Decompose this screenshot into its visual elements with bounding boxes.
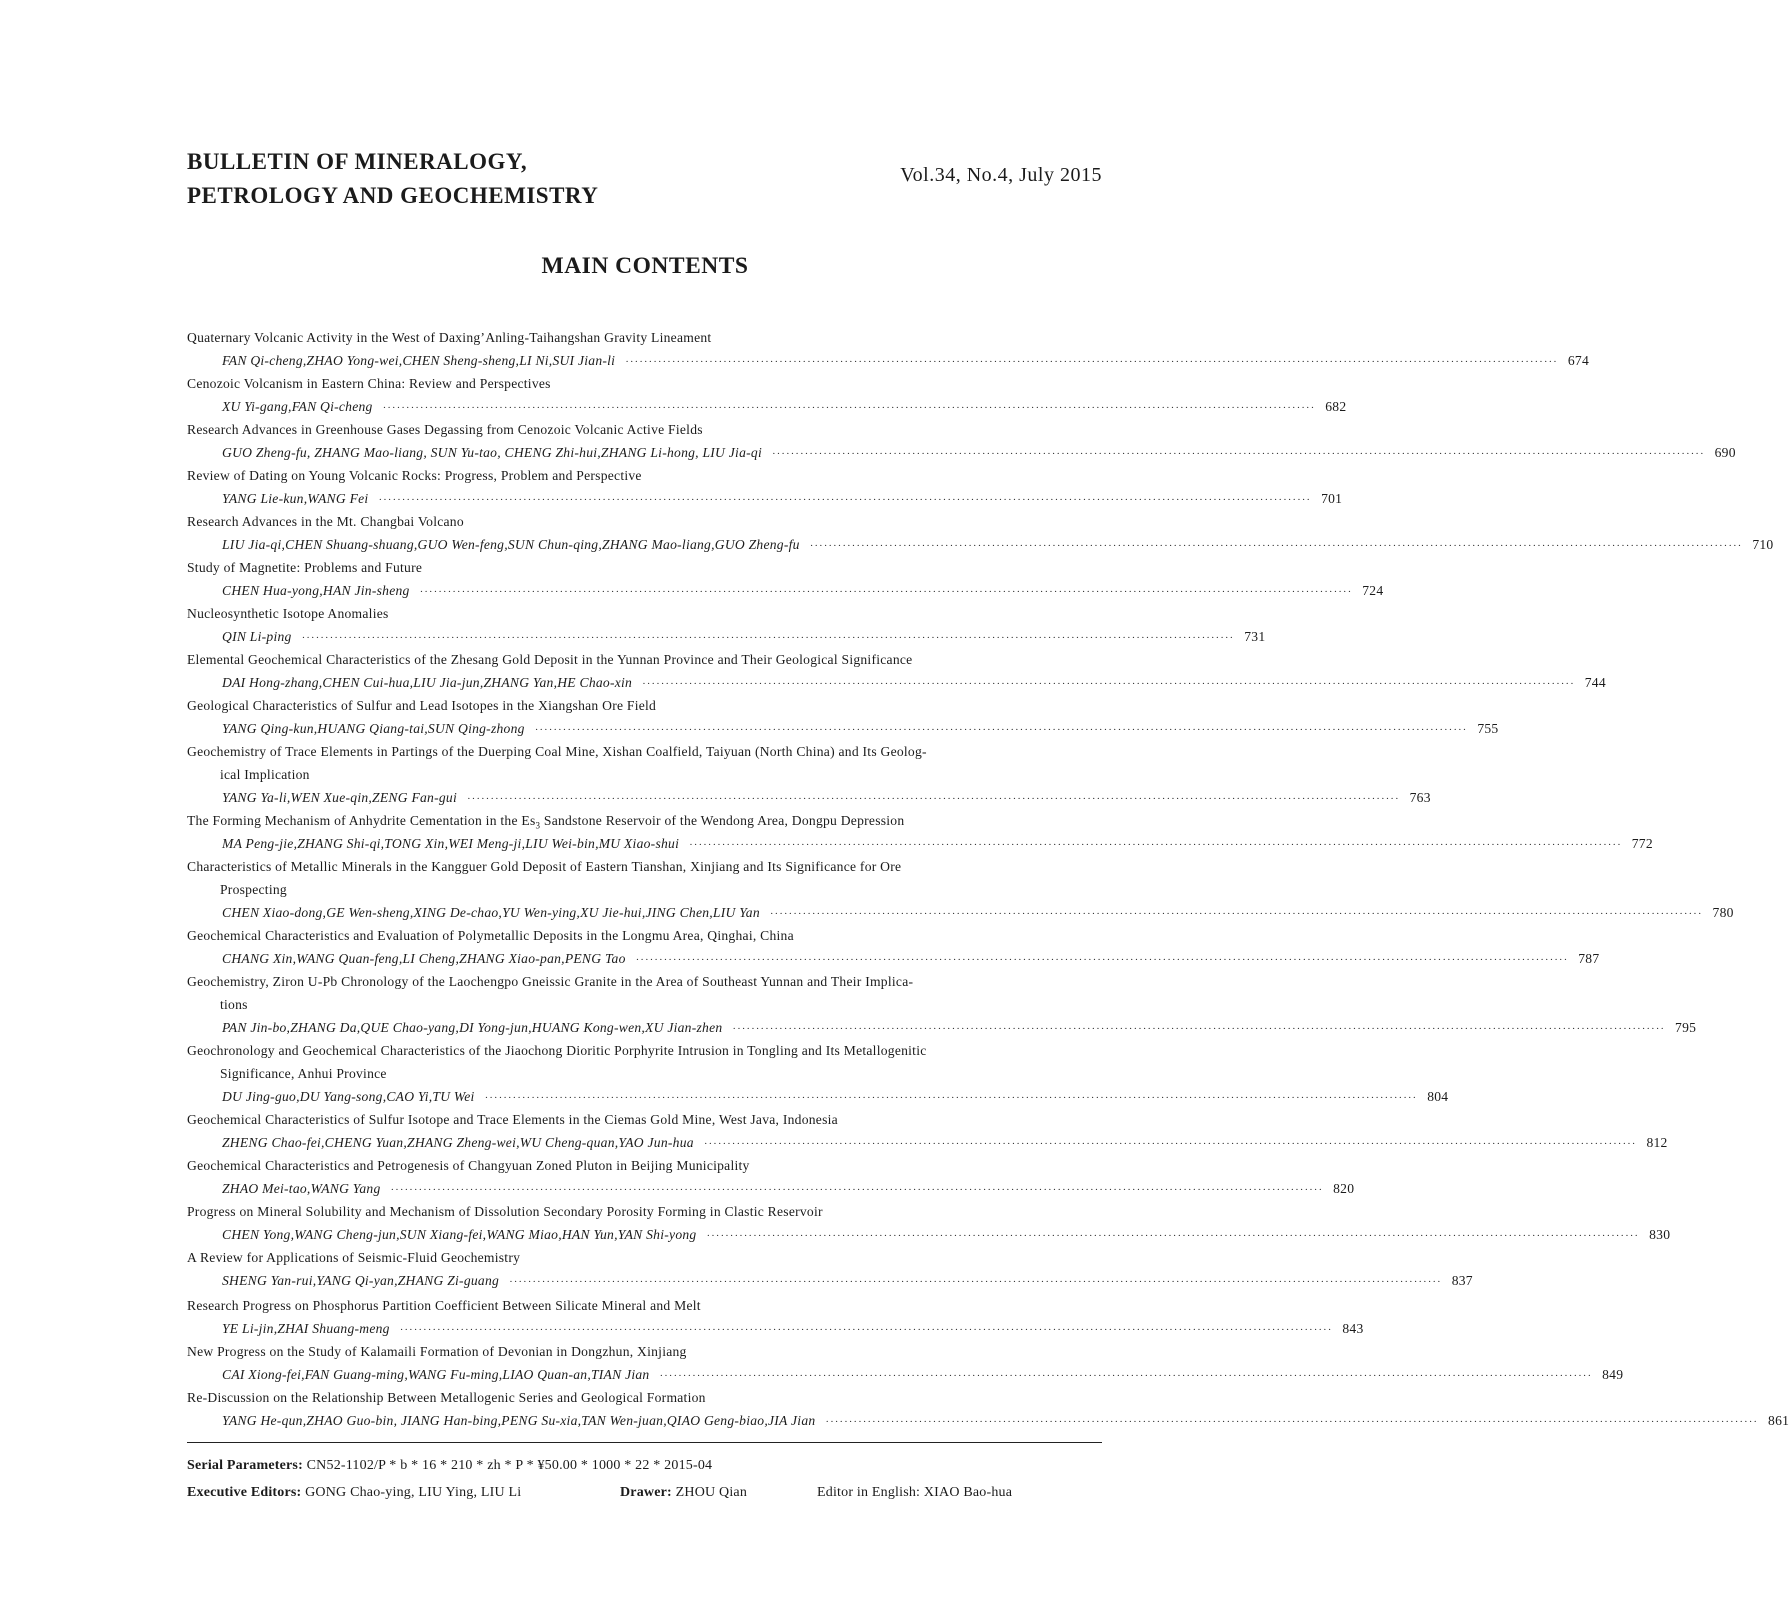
toc-entry-page-number: 837: [1451, 1273, 1473, 1288]
toc-entry-page-number: 787: [1578, 951, 1600, 966]
toc-entry-author-row: [187, 1016, 1697, 1039]
toc-entry-page-number: 763: [1409, 790, 1431, 805]
toc-entry-page-number: 772: [1631, 836, 1653, 851]
dot-leader: ········································································································································································································: [484, 1092, 1418, 1104]
serial-parameters: [187, 1458, 712, 1474]
toc-entry: [187, 648, 1606, 694]
toc-entry-title: Geochemical Characteristics of Sulfur Isotope and Trace Elements in the Ciemas Gold Mine, West Java, Indonesia: [187, 1112, 838, 1127]
toc-entry-page-number: 744: [1584, 675, 1606, 690]
toc-entry: [187, 1039, 1449, 1108]
dot-leader: ········································································································································································································: [382, 402, 1316, 414]
toc-entry-title: Geochronology and Geochemical Characteristics of the Jiaochong Dioritic Porphyrite Intrusion in Tongling and Its Metallogenitic: [187, 1043, 927, 1058]
toc-entry-page-number: 755: [1477, 721, 1499, 736]
toc-entry-title-subscript: 3: [535, 820, 541, 831]
toc-entry: [187, 970, 1697, 1039]
toc-entry-page-number: 690: [1714, 445, 1736, 460]
toc-entry-page-number: 804: [1427, 1089, 1449, 1104]
toc-entry-title-continuation: Significance, Anhui Province: [220, 1066, 387, 1081]
toc-entry-page-number: 710: [1752, 537, 1774, 552]
toc-entry-authors: DU Jing-guo,DU Yang-song,CAO Yi,TU Wei: [222, 1089, 475, 1104]
toc-entry-title: Study of Magnetite: Problems and Future: [187, 560, 423, 575]
table-of-contents: [187, 326, 1789, 1432]
toc-entry-title-part: The Forming Mechanism of Anhydrite Cementation in the Es: [187, 813, 536, 828]
toc-entry: [187, 1200, 1671, 1246]
toc-entry-title: Research Advances in Greenhouse Gases Degassing from Cenozoic Volcanic Active Fields: [187, 422, 703, 437]
toc-entry-page-number: 830: [1649, 1227, 1671, 1242]
dot-leader: ········································································································································································································: [642, 678, 1575, 690]
dot-leader: ········································································································································································································: [659, 1370, 1593, 1382]
toc-entry-author-row: [187, 901, 1734, 924]
toc-entry-author-row: [187, 832, 1653, 855]
dot-leader: ········································································································································································································: [625, 356, 1558, 368]
toc-entry-title: Geological Characteristics of Sulfur and Lead Isotopes in the Xiangshan Ore Field: [187, 698, 657, 713]
toc-entry-page-number: 682: [1325, 399, 1347, 414]
drawer-label: Drawer:: [620, 1485, 672, 1500]
toc-entry-title: [187, 809, 1102, 832]
toc-entry-author-row: [187, 1223, 1671, 1246]
toc-entry-author-row: [187, 671, 1606, 694]
toc-entry-title-continuation: Prospecting: [220, 882, 287, 897]
issue-info: Vol.34, No.4, July 2015: [900, 164, 1102, 186]
toc-entry: [187, 510, 1774, 556]
toc-entry-authors: ZHENG Chao-fei,CHENG Yuan,ZHANG Zheng-wei,WU Cheng-quan,YAO Jun-hua: [222, 1135, 694, 1150]
toc-entry-authors: YANG Qing-kun,HUANG Qiang-tai,SUN Qing-zhong: [222, 721, 525, 736]
toc-entry-page-number: 843: [1342, 1321, 1364, 1336]
toc-entry-title: Re-Discussion on the Relationship Between Metallogenic Series and Geological Formation: [187, 1390, 706, 1405]
toc-entry-title: Nucleosynthetic Isotope Anomalies: [187, 606, 389, 621]
toc-entry-authors: XU Yi-gang,FAN Qi-cheng: [222, 399, 373, 414]
toc-entry: [187, 602, 1266, 648]
dot-leader: ········································································································································································································: [534, 724, 1468, 736]
dot-leader: ········································································································································································································: [732, 1023, 1666, 1035]
toc-entry-authors: CHEN Hua-yong,HAN Jin-sheng: [222, 583, 410, 598]
toc-entry-page-number: 731: [1244, 629, 1266, 644]
toc-entry: [187, 418, 1736, 464]
dot-leader: ········································································································································································································: [301, 632, 1235, 644]
toc-entry-authors: YANG Ya-li,WEN Xue-qin,ZENG Fan-gui: [222, 790, 457, 805]
toc-entry-page-number: 795: [1675, 1020, 1697, 1035]
toc-entry-authors: MA Peng-jie,ZHANG Shi-qi,TONG Xin,WEI Meng-ji,LIU Wei-bin,MU Xiao-shui: [222, 836, 680, 851]
footer-divider: [187, 1442, 1102, 1443]
toc-entry-title: Progress on Mineral Solubility and Mechanism of Dissolution Secondary Porosity Forming in Clastic Reservoir: [187, 1204, 823, 1219]
toc-entry-author-row: [187, 441, 1736, 464]
toc-entry-authors: DAI Hong-zhang,CHEN Cui-hua,LIU Jia-jun,ZHANG Yan,HE Chao-xin: [222, 675, 633, 690]
toc-entry-page-number: 812: [1646, 1135, 1668, 1150]
toc-entry: [187, 556, 1384, 602]
dot-leader: ········································································································································································································: [703, 1138, 1637, 1150]
toc-entry: [187, 1340, 1624, 1386]
toc-entry-page-number: 724: [1362, 583, 1384, 598]
toc-entry: [187, 1108, 1668, 1154]
toc-entry-title: Geochemistry, Ziron U-Pb Chronology of the Laochengpo Gneissic Granite in the Area of Southeast Yunnan and Their Implica-: [187, 974, 914, 989]
journal-title-line-2: PETROLOGY AND GEOCHEMISTRY: [187, 183, 599, 208]
toc-entry-title: Geochemical Characteristics and Petrogenesis of Changyuan Zoned Pluton in Beijing Municipality: [187, 1158, 750, 1173]
toc-entry-title: Elemental Geochemical Characteristics of the Zhesang Gold Deposit in the Yunnan Province and Their Geological Significance: [187, 652, 913, 667]
toc-entry-authors: PAN Jin-bo,ZHANG Da,QUE Chao-yang,DI Yong-jun,HUANG Kong-wen,XU Jian-zhen: [222, 1020, 723, 1035]
toc-entry-author-row: [187, 1085, 1449, 1108]
toc-entry-author-row: [187, 487, 1343, 510]
toc-entry-page-number: 701: [1321, 491, 1343, 506]
toc-entry-authors: CHANG Xin,WANG Quan-feng,LI Cheng,ZHANG Xiao-pan,PENG Tao: [222, 951, 626, 966]
toc-entry-title: Research Advances in the Mt. Changbai Volcano: [187, 514, 464, 529]
toc-entry-title: Quaternary Volcanic Activity in the West of Daxing’Anling-Taihangshan Gravity Lineament: [187, 330, 712, 345]
dot-leader: ········································································································································································································: [390, 1184, 1324, 1196]
toc-entry-page-number: 861: [1768, 1413, 1789, 1428]
toc-entry-author-row: [187, 533, 1774, 556]
toc-entry-author-row: [187, 717, 1499, 740]
executive-editors-value: GONG Chao-ying, LIU Ying, LIU Li: [305, 1485, 522, 1500]
toc-entry: [187, 924, 1600, 970]
toc-entry: [187, 464, 1343, 510]
toc-entry-authors: LIU Jia-qi,CHEN Shuang-shuang,GUO Wen-feng,SUN Chun-qing,ZHANG Mao-liang,GUO Zheng-fu: [222, 537, 800, 552]
toc-entry-title: Review of Dating on Young Volcanic Rocks: Progress, Problem and Perspective: [187, 468, 642, 483]
main-contents-heading: MAIN CONTENTS: [541, 253, 749, 279]
dot-leader: ········································································································································································································: [635, 954, 1569, 966]
toc-entry-author-row: [187, 579, 1384, 602]
dot-leader: ········································································································································································································: [809, 540, 1743, 552]
toc-entry-authors: QIN Li-ping: [222, 629, 292, 644]
dot-leader: ········································································································································································································: [771, 448, 1705, 460]
toc-entry-title-part: Sandstone Reservoir of the Wendong Area, Dongpu Depression: [540, 813, 905, 828]
toc-entry-page-number: 780: [1712, 905, 1734, 920]
journal-title: [187, 145, 598, 213]
toc-entry-page-number: 849: [1602, 1367, 1624, 1382]
dot-leader: ········································································································································································································: [467, 793, 1400, 805]
toc-entry-author-row: [187, 947, 1600, 970]
executive-editors-label: Executive Editors:: [187, 1485, 302, 1500]
toc-entry: [187, 1386, 1789, 1432]
toc-entry-title: Research Progress on Phosphorus Partition Coefficient Between Silicate Mineral and Melt: [187, 1298, 701, 1313]
toc-entry-authors: ZHAO Mei-tao,WANG Yang: [222, 1181, 381, 1196]
toc-entry-authors: CAI Xiong-fei,FAN Guang-ming,WANG Fu-ming,LIAO Quan-an,TIAN Jian: [222, 1367, 650, 1382]
toc-entry-author-row: [187, 1363, 1624, 1386]
toc-entry-title: Geochemistry of Trace Elements in Partings of the Duerping Coal Mine, Xishan Coalfield, Taiyuan (North China) and Its Geolog-: [187, 744, 927, 759]
dot-leader: ········································································································································································································: [419, 586, 1353, 598]
toc-entry-authors: SHENG Yan-rui,YANG Qi-yan,ZHANG Zi-guang: [222, 1273, 500, 1288]
toc-entry: [187, 1294, 1364, 1340]
toc-entry-authors: GUO Zheng-fu, ZHANG Mao-liang, SUN Yu-tao, CHENG Zhi-hui,ZHANG Li-hong, LIU Jia-qi: [222, 445, 762, 460]
dot-leader: ········································································································································································································: [378, 494, 1312, 506]
toc-entry-title: New Progress on the Study of Kalamaili Formation of Devonian in Dongzhun, Xinjiang: [187, 1344, 687, 1359]
toc-entry: [187, 809, 1653, 855]
toc-entry-authors: YANG He-qun,ZHAO Guo-bin, JIANG Han-bing,PENG Su-xia,TAN Wen-juan,QIAO Geng-biao,JIA Jian: [222, 1413, 816, 1428]
toc-entry: [187, 326, 1589, 372]
serial-parameters-label: Serial Parameters:: [187, 1458, 303, 1473]
toc-entry-author-row: [187, 1177, 1355, 1200]
toc-entry-title: A Review for Applications of Seismic-Fluid Geochemistry: [187, 1250, 521, 1265]
toc-entry-author-row: [187, 1131, 1668, 1154]
toc-entry-author-row: [187, 349, 1589, 372]
journal-title-line-1: BULLETIN OF MINERALOGY,: [187, 149, 528, 174]
toc-entry: [187, 1154, 1355, 1200]
toc-entry-author-row: [187, 786, 1431, 809]
toc-entry-author-row: [187, 625, 1266, 648]
dot-leader: ········································································································································································································: [509, 1276, 1442, 1288]
dot-leader: ········································································································································································································: [399, 1324, 1333, 1336]
toc-entry-author-row: [187, 1409, 1789, 1432]
toc-entry-title-continuation: tions: [220, 997, 248, 1012]
toc-entry: [187, 694, 1499, 740]
editor-in-english: Editor in English: XIAO Bao-hua: [817, 1485, 1013, 1500]
toc-entry: [187, 372, 1347, 418]
toc-entry-authors: CHEN Xiao-dong,GE Wen-sheng,XING De-chao,YU Wen-ying,XU Jie-hui,JING Chen,LIU Yan: [222, 905, 760, 920]
toc-entry: [187, 740, 1431, 809]
toc-entry-title-continuation: ical Implication: [220, 767, 310, 782]
serial-parameters-value: CN52-1102/P * b * 16 * 210 * zh * P * ¥50.00 * 1000 * 22 * 2015-04: [306, 1458, 713, 1473]
toc-entry-authors: YANG Lie-kun,WANG Fei: [222, 491, 369, 506]
dot-leader: ········································································································································································································: [706, 1230, 1640, 1242]
toc-entry-authors: YE Li-jin,ZHAI Shuang-meng: [222, 1321, 390, 1336]
toc-entry-author-row: [187, 1317, 1364, 1340]
dot-leader: ········································································································································································································: [689, 839, 1622, 851]
toc-entry-title: Geochemical Characteristics and Evaluation of Polymetallic Deposits in the Longmu Area, Qinghai, China: [187, 928, 794, 943]
toc-entry-title: Cenozoic Volcanism in Eastern China: Review and Perspectives: [187, 376, 551, 391]
toc-entry-author-row: [187, 1269, 1473, 1292]
toc-entry-authors: CHEN Yong,WANG Cheng-jun,SUN Xiang-fei,WANG Miao,HAN Yun,YAN Shi-yong: [222, 1227, 697, 1242]
toc-entry: [187, 855, 1734, 924]
toc-entry-title: Characteristics of Metallic Minerals in the Kangguer Gold Deposit of Eastern Tianshan, Xinjiang and Its Significance for Ore: [187, 859, 902, 874]
toc-entry-authors: FAN Qi-cheng,ZHAO Yong-wei,CHEN Sheng-sheng,LI Ni,SUI Jian-li: [222, 353, 616, 368]
toc-entry-page-number: 820: [1333, 1181, 1355, 1196]
drawer-value: ZHOU Qian: [675, 1485, 748, 1500]
dot-leader: ········································································································································································································: [769, 908, 1703, 920]
toc-entry: [187, 1246, 1473, 1292]
toc-entry-page-number: 674: [1567, 353, 1589, 368]
toc-entry-author-row: [187, 395, 1347, 418]
dot-leader: ········································································································································································································: [825, 1416, 1759, 1428]
